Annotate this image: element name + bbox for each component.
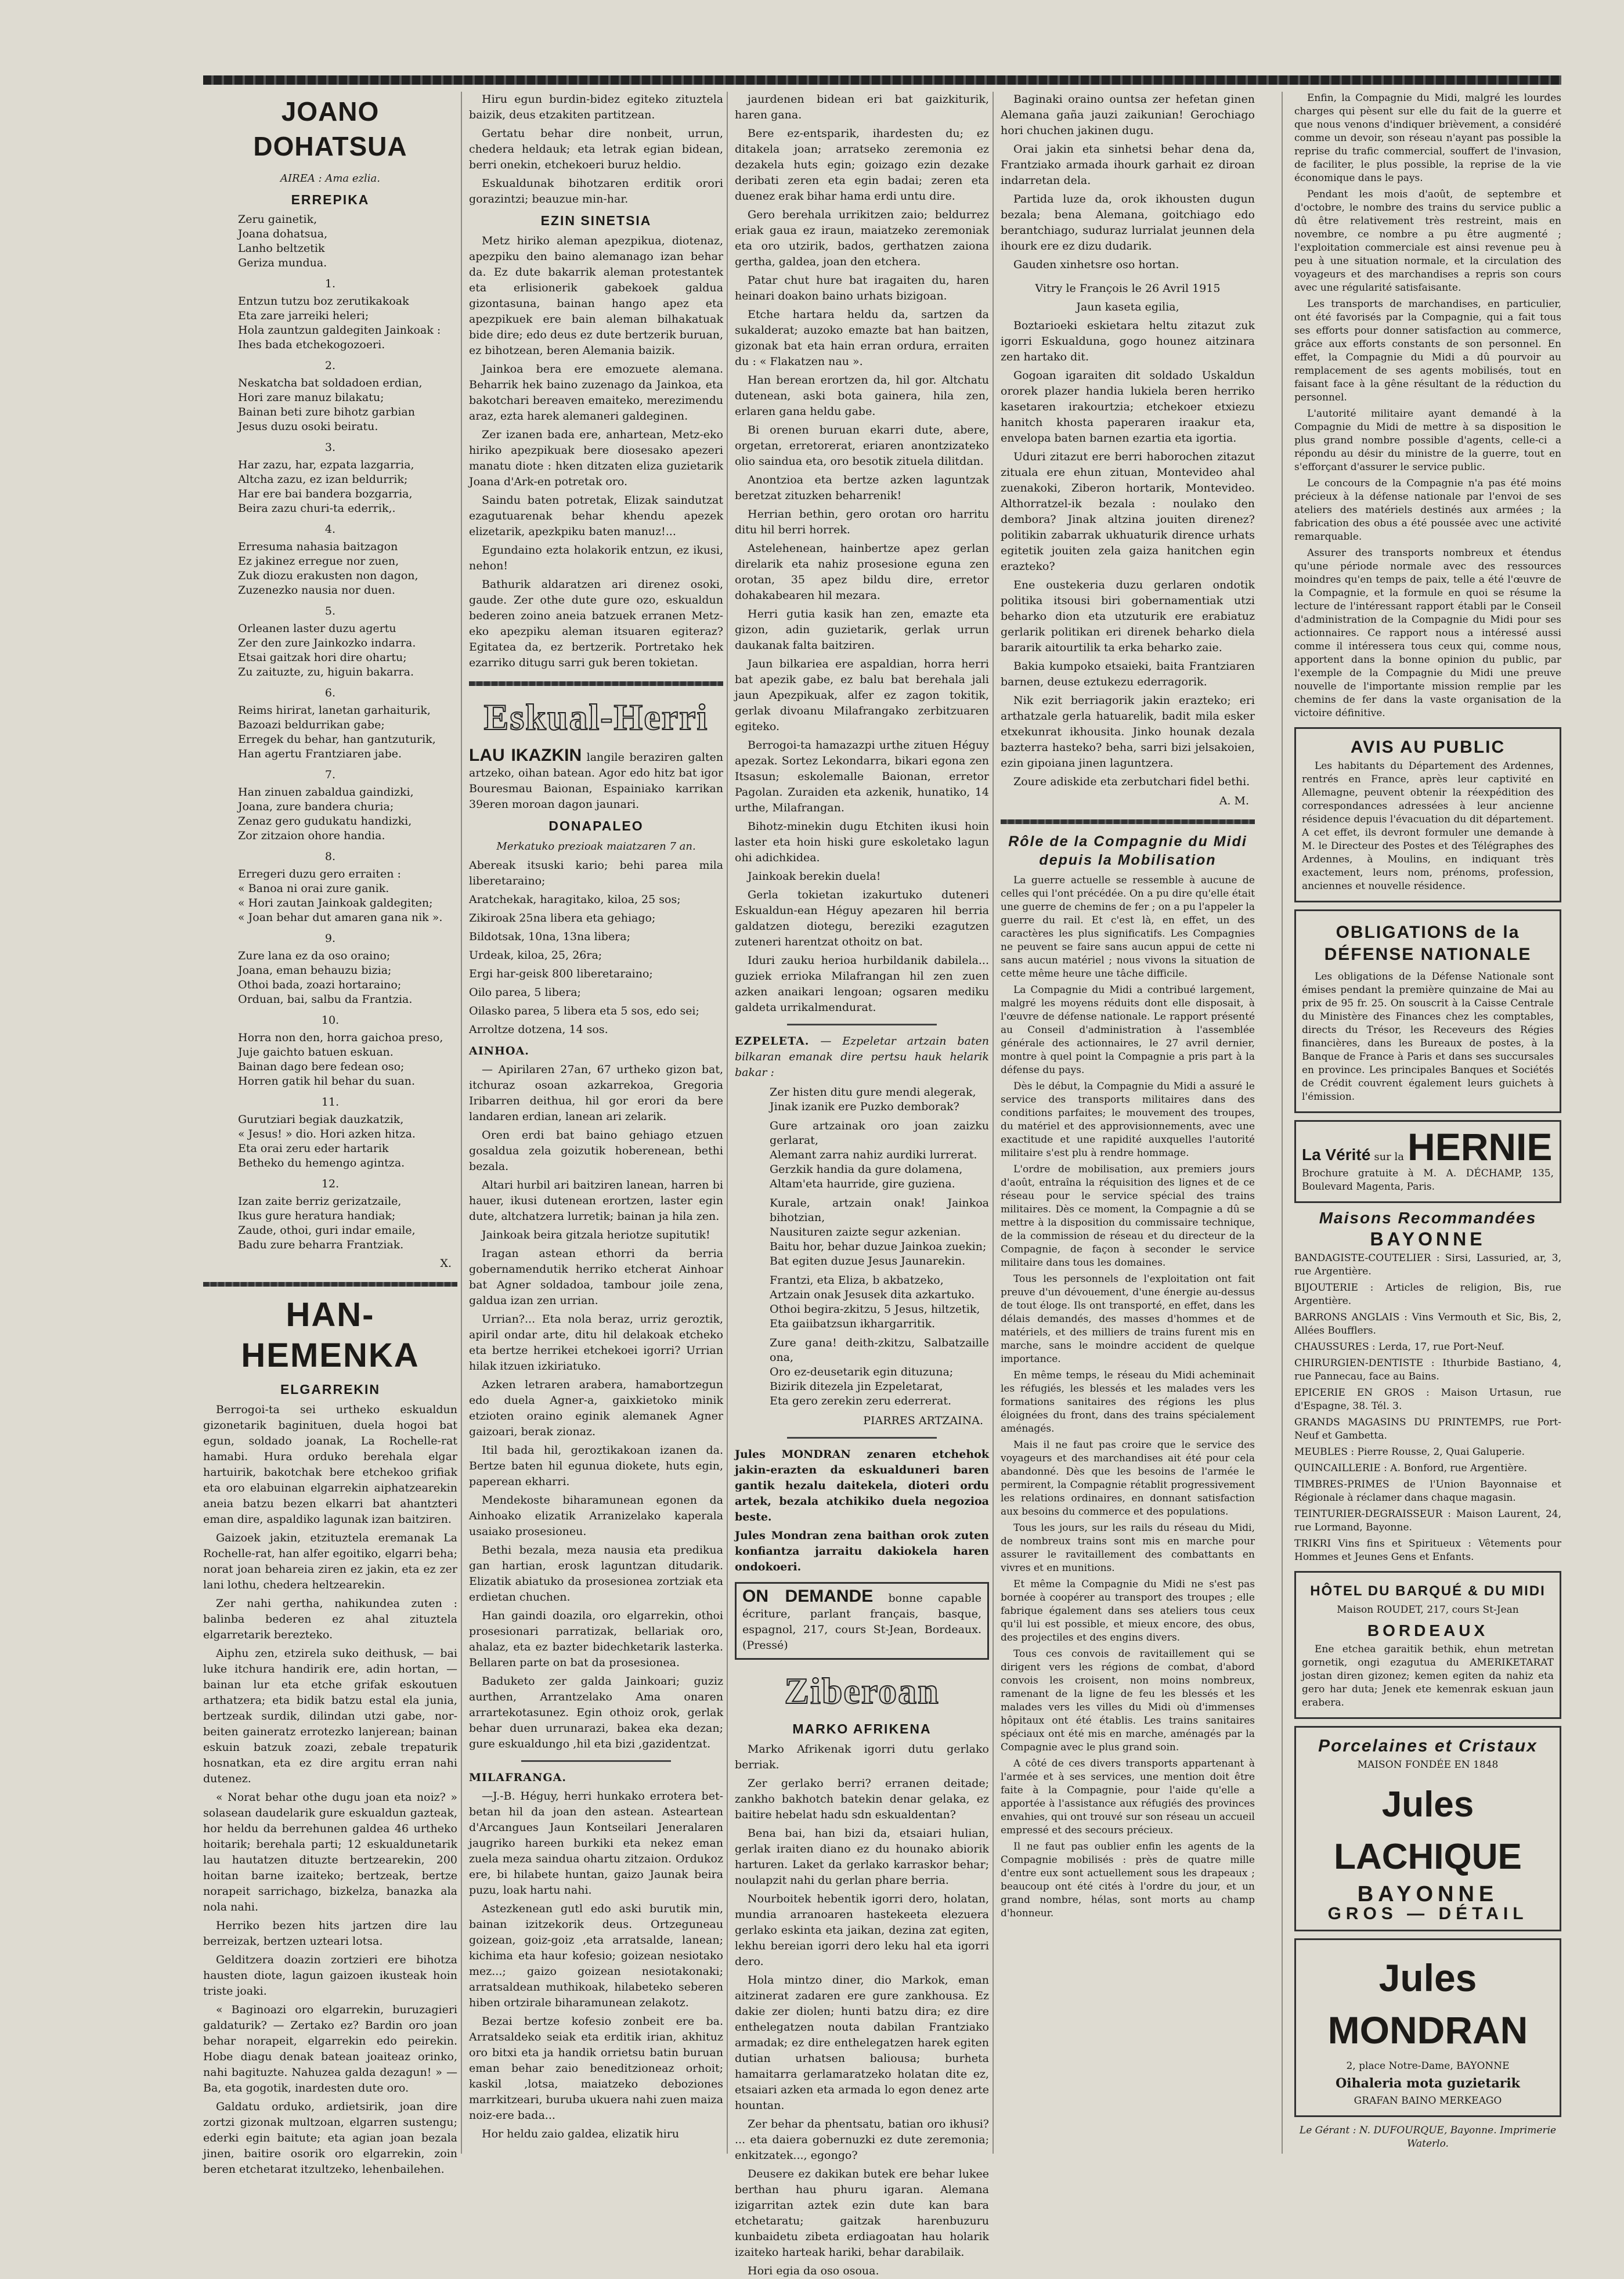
- verse-line: Baitu hor, behar duzue Jainkoa zuekin;: [770, 1240, 987, 1253]
- paragraph: Et même la Compagnie du Midi ne s'est pas bornée à coopérer au transport des troupes ; elle fabrique également dans ses ateliers tous ceux qu'il lui est possible, et mieux encore, des obus, des projectiles et des engins divers.: [1001, 1579, 1255, 1644]
- paragraph: Urrian?... Eta nola beraz, urriz geroztik, apiril ondar arte, ditu hil delakoak etcheko eta bertze herrikei etchekoei igorri? Urrian hilak itzuen izkiriatuko.: [469, 1313, 723, 1373]
- paragraph: CHAUSSURES : Lerda, 17, rue Port-Neuf.: [1294, 1341, 1505, 1353]
- article-title: Rôle de la Compagnie du Midi depuis la Mobilisation: [1008, 833, 1247, 868]
- verse-line: Bat egiten duzue Jesus Jaunarekin.: [770, 1255, 966, 1267]
- verse-line: Orduan, bai, salbu da Frantzia.: [238, 993, 413, 1006]
- verse-line: Bazoazi beldurrikan gabe;: [238, 718, 385, 731]
- verse-line: Zenaz gero gudukatu handizki,: [238, 815, 412, 828]
- verse-line: Zuk diozu erakusten non dagon,: [238, 569, 418, 582]
- ad-lead: LAU IKAZKIN: [469, 746, 582, 765]
- verse-stanza: [735, 1336, 989, 1408]
- place-lead: EZPELETA.: [735, 1035, 810, 1048]
- verse-line: Han agertu Frantziaren jabe.: [238, 747, 402, 760]
- notice-title: OBLIGATIONS de la DÉFENSE NATIONALE: [1324, 923, 1532, 964]
- stanza-number: 1.: [324, 277, 336, 290]
- verse-line: Badu zure beharra Frantziak.: [238, 1238, 404, 1251]
- verse-line: Frantzi, eta Eliza, b akbatzeko,: [770, 1274, 944, 1287]
- article-body: [1001, 874, 1255, 1920]
- article-body: [1294, 92, 1561, 720]
- paragraph: Zer behar da phentsatu, batian oro ikhusi? ... eta daiera gobernuzki ez dute zeremonia; enkitzatek..., egongo?: [735, 2118, 989, 2162]
- paragraph: Abereak itsuski kario; behi parea mila liberetaraino;: [469, 859, 723, 887]
- paragraph: Zoure adiskide eta zerbutchari fidel bethi.: [1013, 775, 1250, 788]
- article-body: [469, 92, 723, 207]
- paragraph: Han berean erortzen da, hil gor. Altchatu dutenean, aski bota gainera, hila zen, erlaren gana heldu gabe.: [735, 374, 989, 418]
- top-rule: [203, 75, 1561, 85]
- verse-line: « Hori zautan Jainkoak galdegiten;: [238, 897, 433, 909]
- verse-line: Eta orai zeru eder hartarik: [238, 1142, 389, 1155]
- verse-line: Betheko du hemengo agintza.: [238, 1157, 405, 1169]
- song-stanzas: [203, 276, 457, 1252]
- paragraph: Altari hurbil ari baitziren lanean, harren bi hauer, ikusi dutenean erortzen, laster egin dute, altchatzera lurretik; bainan ja hila zen.: [469, 1179, 723, 1223]
- paragraph: Baginaki oraino ountsa zer hefetan ginen Alemana gaña jauzi zaikunian! Gerochiago hori chuchen jakinen dugu.: [1001, 93, 1255, 137]
- paragraph: Astelehenean, hainbertze apez gerlan direlarik eta nahiz prosesione eguna zen orotan, 35 apez bildu dire, erretor dohakabearen hil mezara.: [735, 542, 989, 602]
- verse-line: Gure artzainak oro joan zaizku gerlarat,: [770, 1119, 989, 1147]
- paragraph: Tous les jours, sur les rails du réseau du Midi, de nombreux trains sont mis en marche pour assurer le ravitaillement des combattants en vivres et en munitions.: [1001, 1522, 1255, 1574]
- stanza-number: 10.: [321, 1014, 340, 1027]
- paragraph: TEINTURIER-DEGRAISSEUR : Maison Laurent, 24, rue Lormand, Bayonne.: [1294, 1508, 1561, 1533]
- ad-text: MAISON FONDÉE EN 1848: [1357, 1759, 1499, 1771]
- column-2: [469, 92, 723, 2154]
- column-divider: [727, 92, 728, 2154]
- verse-line: Bainan beti zure bihotz garbian: [238, 406, 415, 418]
- verse-line: Joana dohatsua,: [238, 227, 328, 240]
- directory-list: [1294, 1252, 1561, 1564]
- intro-text: — Ezpeletar artzain baten bilkaran emanak dire pertsu hauk helarik bakar :: [735, 1035, 989, 1079]
- paragraph: Deusere ez dakikan butek ere behar lukee berthan hau phuru igaran. Alemana izigarritan aztek ezin dute kan bara etchetaratu; gaitzak harenbuzuru kunbaidetu zibeta erdiagoatan hau holarik izaiteko harteak hariki, behar darabilaik.: [735, 2168, 989, 2259]
- paragraph: Boztarioeki eskietara heltu zitazut zuk igorri Eskualduna, gogo hounez aitzinara zen hartako dit.: [1001, 319, 1255, 363]
- divider: [787, 1437, 937, 1439]
- paragraph: Herriko bezen hits jartzen dire lau berreizak, bertzen uzteari lotsa.: [203, 1919, 457, 1948]
- paragraph: Etche hartara heldu da, sartzen da sukalderat; auzoko emazte bat han baitzen, gizonak bat eta hain erran ordura, erraiten du : « Flakatzen nau ».: [735, 308, 989, 368]
- verse-line: Zure lana ez da oso oraino;: [238, 949, 391, 962]
- column-1: [203, 92, 457, 2176]
- verse-line: Neskatcha bat soldadoen erdian,: [238, 377, 423, 389]
- verse-line: Othoi bada, zoazi hortaraino;: [238, 978, 402, 991]
- paragraph: Jainkoa bera ere emozuete alemana. Beharrik hek baino zuzenago da Jainkoa, eta bakotchari bereaven emaiteko, merezimendu araz, ezta harek alemaneri galdeginen.: [469, 363, 723, 422]
- paragraph: Bezai bertze kofesio zonbeit ere ba. Arratsaldeko seiak eta erditik irian, akhituz oro bitxi eta ja handik orrietsu batin buruan eman behar zaio beneditzioneaz orhoit; kaskil ,lotsa, maiatzeko deboziones marrkitzeari, buruba ukuera nahi zuen maiza noiz-ere bada...: [469, 2015, 723, 2122]
- paragraph: L'autorité militaire ayant demandé à la Compagnie du Midi de mettre à sa disposition le plus grand nombre possible d'agents, celle-ci a répondu au désir du ministre de la guerre, tout en s'efforçant d'assurer le service public.: [1294, 408, 1561, 473]
- verse-line: Ihes bada etchekogozoeri.: [238, 338, 385, 351]
- ad-text: langile beraziren galten artzeko, oihan batean. Agor edo hitz bat igor Bouresmau Baionan, Espainiako karrikan 39eren moroan dagon jaunari.: [469, 751, 724, 811]
- paragraph: « Baginoazi oro elgarrekin, buruzagieri galdaturik? — Zertako ez? Bardin oro joan behar norapeit, elgarrekin edo peirekin. Hobe diagu denak batean joaiteaz orinko, nahi bagituzte. Nahuzea galda dezagun! » — Ba, eta gogotik, inardesten dute oro.: [203, 2003, 457, 2094]
- paragraph: Hola mintzo diner, dio Markok, eman aitzinerat zadaren ere gure zankhousa. Ez dakie zer diolen; hunti batzu dira; ez dire enthelegatzen nouta dabilan Frantziako armadak; ez dire enthelegatzen harek egiten dutian urhatsen baliousa; burheta hamaitarra gerlamaratzeko holatan dite ez, etsaiari azken eta armada lo egon denez arte hountan.: [735, 1974, 989, 2112]
- verse-line: Bizirik ditezela jin Ezpeletarat,: [770, 1380, 943, 1393]
- paragraph: Herri gutia kasik han zen, emazte eta gizon, adin guzietarik, gerlak urrun daukanak falta baitziren.: [735, 608, 989, 652]
- paragraph: Bethi bezala, meza nausia eta predikua gan hartian, erosk laguntzan ditudarik. Elizatik abiatuko da prosesionea zortziak eta erdietan chuchen.: [469, 1544, 723, 1603]
- paragraph: Bathurik aldaratzen ari direnez osoki, gaude. Zer othe dute gure ozo, eskualdun bederen zoino aneia batzuek erranen Metz-eko apezpiku aleman itsuaren egiteraz? Egitatea da, ez bertzerik. Portretako hek ezarriko ditugu sarri guk beren tokietan.: [469, 578, 723, 669]
- paragraph: Anontzioa eta bertze azken laguntzak beretzat zituzken beharrenik!: [735, 474, 989, 502]
- verse-line: Nausituren zaizte segur azkenian.: [770, 1226, 961, 1238]
- paragraph: BANDAGISTE-COUTELIER : Sirsi, Lassuried, ar, 3, rue Argentière.: [1294, 1252, 1561, 1277]
- paragraph: Metz hiriko aleman apezpikua, diotenaz, apezpiku den baino alemanago izan behar da. Ez dute bakarrik aleman protestantek eta erlisionerik gabekoek galdua gizontasuna, bainan hango apez eta apezpikuek ere bain aleman bilhakatuak bide dire; edo deus ez dute bertzerik buruan, ez bihotzean, beren Alemania baizik.: [469, 234, 723, 357]
- ad-lead: La Vérité: [1302, 1146, 1371, 1164]
- verse-line: Artzain onak Jesusek dita azkartuko.: [770, 1288, 975, 1301]
- verse-line: « Banoa ni orai zure ganik.: [238, 882, 389, 895]
- paragraph: Mais il ne faut pas croire que le service des voyageurs et des marchandises ait été pour cela abandonné. Dès que les besoins de l'armée le permirent, la Compagnie rétablit progressivement les relations ordinaires, en donnant satisfaction aux besoins du commerce et des populations.: [1001, 1439, 1255, 1518]
- paragraph: Nik ezit berriagorik jakin erazteko; eri arthatzale gerla hatuarelik, badit mila esker etxekunrat ikhousita. Jinko hounak dezala bazterra hasteko? beha, sarri bizi jelsakoien, ezin gipoiana jinen laguntzera.: [1001, 694, 1255, 770]
- verse-line: Beira zazu churi-ta ederrik,.: [238, 502, 396, 515]
- paragraph: Pendant les mois d'août, de septembre et d'octobre, le nombre des trains du service public a dû être relativement très restreint, mais en novembre, ce nombre a pu être augmenté ; l'exploitation commerciale est ainsi revenue peu à peu à une situation normale, et la circulation des voyageurs et des marchandises a repris son cours avec une régularité satisfaisante.: [1294, 189, 1561, 294]
- ad-text: Ene etchea garaitik bethik, ehun metretan gornetik, ongi ezagutua du AMERIKETARAT jostan diren gizonez; kemen egiten da nahiz eta gero har duta; Jenek ete kemenrak eskuan jaun erabera.: [1302, 1644, 1554, 1709]
- subsection-title: MARKO AFRIKENA: [792, 1721, 932, 1736]
- verse-line: Zor zitzaion ohore handia.: [238, 829, 385, 842]
- ad-text: Oihaleria mota guzietarik: [1336, 2076, 1520, 2091]
- paragraph: TIMBRES-PRIMES de l'Union Bayonnaise et Régionale à réclamer dans chaque magasin.: [1294, 1479, 1561, 1504]
- verse-line: Orleanen laster duzu agertu: [238, 622, 396, 635]
- paragraph: Gogoan igaraiten dit soldado Uskaldun ororek plazer handia lukiela beren herriko kasetaren irakourtzia; etchekoer etxiezu hanitch khosta paperaren iraakur eta, envelopa baten barnen ezartia eta igortia.: [1001, 369, 1255, 445]
- letter-body: [1001, 318, 1255, 790]
- stanza-number: 8.: [324, 850, 336, 863]
- paragraph: Baduketo zer galda Jainkoari; guziz aurthen, Arrantzelako Ama onaren arrartekotasunez. Egin othoiz orok, gerlak behar duen urrunarazi, bakea eka dezan; gure eskualdungo ,hil eta bizi ,gazidentzat.: [469, 1675, 723, 1750]
- paragraph: —J.-B. Héguy, herri hunkako errotera bet-betan hil da joan den astean. Asteartean d'Arcangues Jaun Kontseilari Jeneralaren jaugriko hareen burkiki eta nekez eman zuela meza saindua ohartu zitzaion. Ordukoz ere, bi hilabete huntan, gaizo Jaunak beira puzu, loak hartu nahi.: [469, 1790, 723, 1897]
- signature: PIARRES ARTZAINA.: [863, 1414, 983, 1427]
- ad-name: Jules LACHIQUE: [1334, 1785, 1522, 1877]
- paragraph: Herrian bethin, gero orotan oro harritu ditu hil berri horrek.: [735, 508, 989, 536]
- verse-line: Jinak izanik ere Puzko demborak?: [770, 1100, 959, 1113]
- paragraph: Oren erdi bat baino gehiago etzuen gosaldua zela goizutik hoberenean, bethi bezala.: [469, 1129, 723, 1173]
- mondran-ad: [1294, 1938, 1561, 2117]
- section-rule: [1001, 819, 1255, 824]
- stanza-number: 4.: [324, 523, 336, 536]
- refrain-title: ERREPIKA: [291, 192, 370, 207]
- paragraph: Le concours de la Compagnie n'a pas été moins précieux à la défense nationale par l'envoi de ses ateliers des matériels destinés aux armées ; la fabrication des obus a été poussée avec une activité remarquable.: [1294, 478, 1561, 543]
- verse-line: Horren gatik hil behar du suan.: [238, 1075, 416, 1088]
- divider: [521, 1760, 671, 1762]
- paragraph: Ergi har-geisk 800 liberetaraino;: [469, 967, 653, 980]
- verse-line: Ikus gure heratura handiak;: [238, 1209, 396, 1222]
- verse-line: Izan zaite berriz gerizatzaile,: [238, 1195, 402, 1208]
- paragraph: Aiphu zen, etzirela suko deithusk, — bai luke itchura handirik ere, adin hortan, — bainan lur eta etche grifak eskoutuen arthatzera; eta bidik batzu estal ela junia, bertzeak surdik, dilindan utzi gabe, nor-beiten gaineratz errotezko lanjerean; bainan eskuin batzuk zoazi, zebale trepaturik hosnatkan, eta ez dire argitu erran nahi dutenez.: [203, 1647, 457, 1785]
- ad-city: BAYONNE: [1357, 1882, 1499, 1906]
- verse-line: Zuzenezko nausia nor duen.: [238, 584, 395, 597]
- air-note: AIREA : Ama ezlia.: [280, 172, 380, 185]
- paragraph: Patar chut hure bat iragaiten du, haren heinari doakon baino urhats bizigoan.: [735, 274, 989, 302]
- notice-box: [1294, 727, 1561, 902]
- paragraph: Hor heldu zaio galdea, elizatik hiru: [482, 2128, 680, 2140]
- article-body: [735, 92, 989, 1016]
- ad-title: HERNIE: [1408, 1125, 1553, 1168]
- notice-title: AVIS AU PUBLIC: [1350, 738, 1506, 757]
- paragraph: Orai jakin eta sinhetsi behar dena da, Frantziako armada ihourk garhait ez diroan indarretan dela.: [1001, 143, 1255, 187]
- stanza-number: 2.: [324, 359, 336, 372]
- paragraph: A côté de ces divers transports appartenant à l'armée et à ses services, une mention doit être faite à la Compagnie, pour l'aide qu'elle a apportée à l'assistance aux réfugiés des provinces envahies, qui ont trouvé sur son réseau un accueil empressé et des secours précieux.: [1001, 1758, 1255, 1836]
- ad-text: GROS — DÉTAIL: [1327, 1904, 1528, 1923]
- notice-box: [1294, 909, 1561, 1113]
- verse-line: Har zazu, har, ezpata lazgarria,: [238, 458, 414, 471]
- ad-city: BORDEAUX: [1367, 1621, 1489, 1639]
- lachique-ad: [1294, 1726, 1561, 1931]
- verse-line: Zer den zure Jainkozko indarra.: [238, 637, 416, 649]
- paragraph: Bildotsak, 10na, 13na libera;: [469, 930, 630, 943]
- paragraph: Itil bada hil, geroztikakoan izanen da. Bertze baten hil egunua diokete, huts egin, paperean ekharri.: [469, 1444, 723, 1488]
- paragraph: Ene oustekeria duzu gerlaren ondotik politika itsousi biri gobernamentiak utzi beharko dion eta utzuturik ere erabiatuz gerlarik politikan eri direnek beharko diela bararik aitourtilik ta erka beharko zaie.: [1001, 579, 1255, 654]
- market-subtitle: Merkatuko prezioak maiatzaren 7 an.: [496, 840, 696, 853]
- place-lead: MILAFRANGA.: [469, 1771, 566, 1784]
- paragraph: Jaun bilkariea ere aspaldian, horra herri bat apezik gabe, ez balu bat berehala jali jaun Apezpikuak, alfer ez zagon tokitik, gerlak divoanu Milafrangako zerbitzuaren egiteko.: [735, 658, 989, 733]
- paragraph: Zer gerlako berri? erranen deitade; zankho bakhotch batekin denar gelaka, ez baitire hebelat hadu sdn eskualdentan?: [735, 1777, 989, 1821]
- verse-line: Zure gana! deith-zkitzu, Salbatzaille ona,: [770, 1337, 989, 1364]
- verse-line: Altam'eta haurride, gire guziena.: [770, 1178, 955, 1190]
- verse-line: Zeru gainetik,: [238, 213, 317, 226]
- paragraph: Nourboitek hebentik igorri dero, holatan, mundia arranoaren hastekeeta elezuera gerlako eskinta eta jaikan, dezina zat egiten, lekhu bereian igorri dero leku hal eta igorri dero.: [735, 1892, 989, 1968]
- paragraph: Marko Afrikenak igorri dutu gerlako berriak.: [735, 1743, 989, 1771]
- paragraph: Hori egia da oso osoua.: [748, 2264, 879, 2277]
- verse-line: Erregek du behar, han gantzuturik,: [238, 733, 436, 746]
- article-body: [1001, 92, 1255, 273]
- paragraph: Gauden xinhetsre oso hortan.: [1013, 258, 1179, 271]
- paragraph: Oilo parea, 5 libera;: [469, 986, 581, 999]
- paragraph: La guerre actuelle se ressemble à aucune de celles qui l'ont précédée. On a pu dire qu'elle était une guerre de chemins de fer ; on a pu l'appeler la guerre du rail. Et c'est là, en effet, un des caractères les plus significatifs. Les Compagnies ne peuvent se faire sans aucun appui de cette ni sans aucun matériel ; nous vivons la situation de cette même heure une tâche difficile.: [1001, 875, 1255, 980]
- verse-line: Erresuma nahasia baitzagon: [238, 540, 398, 553]
- notice-text: Les habitants du Département des Ardennes, rentrés en France, après leur captivité en Allemagne, peuvent obtenir la réexpédition des correspondances adressées à leur ancienne résidence depuis l'évacuation du dit département. A cet effet, ils devront formuler une demande à M. le Directeur des Postes et des Télégraphes des Ardennes, à Moulins, en indiquant très exactement, leurs nom, prénoms, profession, anciennes et nouvelle résidence.: [1302, 760, 1554, 892]
- verse-stanza: [735, 1273, 989, 1331]
- paragraph: Iragan astean ethorri da berria gobernamendutik herriko etcherat Ainhoar bat Agner soldadoa, tambour joile zena, galdua izan zen urrian.: [469, 1247, 723, 1307]
- place-lead: AINHOA.: [469, 1045, 529, 1057]
- notice-text: Jules MONDRAN zenaren etchehok jakin-erazten da eskualduneri baren gantik hezalu daitekela, dioteri ordu artek, bezala atchikiko duela negozioa beste.: [735, 1448, 989, 1523]
- section-title: HAN-HEMENKA: [241, 1296, 420, 1374]
- paragraph: Zer izanen bada ere, anhartean, Metz-eko hiriko apezpikuak bere diosesako apezeri manatu diote : hken ditzaten eliza guzietarik Joana d'Ark-en potretak oro.: [469, 428, 723, 488]
- column-4: [1001, 92, 1255, 2154]
- stanza-number: 3.: [324, 441, 336, 454]
- paragraph: Zer nahi gertha, nahikundea zuten : balinba bederen ez ahal zituztela elgarretarik berezteko.: [203, 1597, 457, 1641]
- verse-line: Ez jakinez erregue nor zuen,: [238, 555, 399, 568]
- signature: A. M.: [1219, 794, 1249, 807]
- verse-line: Gerzkik handia da gure dolamena,: [770, 1163, 963, 1176]
- paragraph: Bena bai, han bizi da, etsaiari hulian, gerlak iraiten diano ez du hounako abiorik harturen. Laket da gerlako karraskor behar; noulapzit nahi du gerlan phare berria.: [735, 1827, 989, 1887]
- hernie-ad: [1294, 1120, 1561, 1203]
- paragraph: Gelditzera doazin zortzieri ere bihotza hausten diote, lagun gaizoen ikusteak hoin triste joaki.: [203, 1953, 457, 1998]
- verse-stanza: [735, 1085, 989, 1114]
- classified-ad: [735, 1582, 989, 1660]
- paragraph: Gero berehala urrikitzen zaio; beldurrez eriak gaua ez iraun, maiatzeko zeremoniak eta oro utzirik, bados, gerthatzen zaiona gertha, galdea, joan den etchera.: [735, 208, 989, 268]
- subsection-title: DONAPALEO: [548, 818, 644, 833]
- letter-salute: Jaun kaseta egilia,: [1076, 301, 1179, 313]
- section-rule: [203, 1282, 457, 1287]
- ad-title: ON DEMANDE: [742, 1587, 874, 1606]
- paragraph: Jainkoak berekin duela!: [748, 870, 881, 883]
- paragraph: Galdatu orduko, ardietsirik, joan dire zortzi gizonak multzoan, elgarren sustengu; ederki egin baitute; eta agian joan bezala jinen, baitire osorik oro elgarrekin, zoin beren etchetarat itzultzeko, lehenbailehen.: [203, 2100, 457, 2176]
- subsection-title: ELGARREKIN: [280, 1382, 381, 1397]
- paragraph: Azken letraren arabera, hamabortzegun edo duela Agner-a, gaixkietoko minik etzioten oraino eginik alemanek Agner gaizoari, berak zionaz.: [469, 1378, 723, 1438]
- verse-line: Etsai gaitzak hori dire ohartu;: [238, 651, 407, 664]
- verse-line: Gurutziari begiak dauzkatzik,: [238, 1113, 404, 1126]
- verse-line: Zaude, othoi, guri indar emaile,: [238, 1224, 416, 1237]
- paragraph: BARRONS ANGLAIS : Vins Vermouth et Sic, Bis, 2, Allées Boufflers.: [1294, 1312, 1561, 1337]
- ad-small: sur la: [1374, 1151, 1404, 1163]
- paragraph: Hiru egun burdin-bidez egiteko zituztela baizik, deus etzakiten partitzean.: [469, 93, 723, 121]
- paragraph: Bihotz-minekin dugu Etchiten ikusi hoin laster eta hoin hiski gure eskoletako lagun ohi adichkidea.: [735, 820, 989, 864]
- stanza-number: 9.: [324, 932, 336, 945]
- article-body: [469, 1062, 723, 1752]
- verse-line: Eta gero zerekin zeru ederrerat.: [770, 1395, 952, 1407]
- paragraph: Mendekoste biharamunean egonen da Ainhoako elizatik Arranizelako kaperala usaiako prosesioneu.: [469, 1494, 723, 1538]
- ad-text: 2, place Notre-Dame, BAYONNE: [1346, 2060, 1510, 2072]
- verse-line: Zer histen ditu gure mendi alegerak,: [770, 1086, 976, 1099]
- paragraph: GRANDS MAGASINS DU PRINTEMPS, rue Port-Neuf et Gambetta.: [1294, 1417, 1561, 1442]
- paragraph: Berrogoi-ta sei urtheko eskualdun gizonetarik baginituen, duela hogoi bat egun, soldado joanak, La Rochelle-rat hamabi. Hura orduko berehala elgar hartuirik, bakotchak bere etchekoo grifiak eta oro elabuinan elgarrekin aiphatzearekin aneia batzu bezen elkarri bat ahantzteri eman dire, aspaldiko lagunak izan baitziren.: [203, 1403, 457, 1526]
- verse-line: Hola zauntzun galdegiten Jainkoak :: [238, 324, 441, 337]
- verse-line: Othoi begira-zkitzu, 5 Jesus, hiltzetik,: [770, 1303, 980, 1316]
- paragraph: Berrogoi-ta hamazazpi urthe zituen Héguy apezak. Sortez Lekondarra, bikari egona zen Itsasun; eskolemalle Baionan, erretor Pagolan. Zuraiden eta azkenik, hunatiko, 14 urthe, Milafrangan.: [735, 739, 989, 814]
- verse-line: Oro ez-deusetarik egin dituzuna;: [770, 1366, 954, 1378]
- verse-line: Juje gaichto batuen eskuan.: [238, 1046, 394, 1059]
- paragraph: Aratchekak, haragitako, kiloa, 25 sos;: [469, 893, 681, 906]
- paragraph: Eskualdunak bihotzaren erditik orori gorazintzi; beauzue min-har.: [469, 177, 723, 205]
- paragraph: Gaizoek jakin, etzituztela eremanak La Rochelle-rat, han alfer egoitiko, elgarri beha; norat joan behareia ziren ez jakin, eta ez zer lani lothu, chedera heltzearekin.: [203, 1532, 457, 1591]
- paragraph: QUINCAILLERIE : A. Bonford, rue Argentière.: [1294, 1462, 1528, 1474]
- verse-line: Zu zaituzte, zu, higuin bakarra.: [238, 666, 414, 678]
- ad-text: Maison ROUDET, 217, cours St-Jean: [1337, 1604, 1519, 1616]
- paragraph: Egundaino ezta holakorik entzun, ez ikusi, nehon!: [469, 544, 723, 572]
- article-body: [469, 233, 723, 671]
- notice-text: Jules Mondran zena baithan orok zuten konfiantza jarraitu dakiokela haren ondokoeri.: [735, 1529, 989, 1573]
- stanza-number: 5.: [324, 605, 336, 617]
- ad-title: Porcelaines et Cristaux: [1318, 1736, 1538, 1756]
- gerant-line: Le Gérant : N. DUFOURQUE, Bayonne. Imprimerie Waterlo.: [1299, 2125, 1557, 2150]
- paragraph: Arroltze dotzena, 14 sos.: [469, 1023, 608, 1036]
- verse-line: Eta gaiibatzsun ikhargarritik.: [770, 1317, 936, 1330]
- divider: [787, 1024, 937, 1025]
- verse-line: Alemant zarra nahiz aurdiki lurrerat.: [770, 1148, 977, 1161]
- verse-line: Horra non den, horra gaichoa preso,: [238, 1031, 443, 1044]
- paragraph: Gerla tokietan izakurtuko duteneri Eskualdun-ean Héguy apezaren hil berria galdatzen diotegu, bereziki ezagutzen zuteneri harentzat othoitz on bat.: [735, 889, 989, 948]
- paragraph: EPICERIE EN GROS : Maison Urtasun, rue d'Espagne, 38. Tél. 3.: [1294, 1387, 1561, 1412]
- hotel-ad: [1294, 1571, 1561, 1719]
- directory-city: BAYONNE: [1370, 1229, 1486, 1249]
- paragraph: La Compagnie du Midi a contribué largement, malgré les moyens réduits dont elle disposait, à l'œuvre de défense nationale. Le rapport présenté au Conseil d'administration à l'assemblée générale des actionnaires, le 27 avril dernier, montre à quel point la Compagnie a pris part à la défense du pays.: [1001, 984, 1255, 1076]
- verse-line: Jesus duzu osoki beiratu.: [238, 420, 378, 433]
- section-title: Ziberoan: [784, 1670, 940, 1711]
- ad-text: GRAFAN BAINO MERKEAGO: [1354, 2095, 1502, 2107]
- paragraph: Partida luze da, orok ikhousten dugun bezala; bena Alemana, goitchiago edo berantchiago, suduraz lurrialat jeunnen dela ihourk ere ez dizu dudarik.: [1001, 193, 1255, 252]
- paragraph: MEUBLES : Pierre Rousse, 2, Quai Galuperie.: [1294, 1446, 1525, 1458]
- ad-name: Jules MONDRAN: [1327, 1956, 1528, 2052]
- ad-text: Brochure gratuite à M. A. DÉCHAMP, 135, Boulevard Magenta, Paris.: [1302, 1168, 1554, 1193]
- directory-title: Maisons Recommandées: [1319, 1209, 1537, 1227]
- paragraph: jaurdenen bidean eri bat gaizkiturik, haren gana.: [735, 93, 989, 121]
- paragraph: Oilasko parea, 5 libera eta 5 sos, edo sei;: [469, 1005, 699, 1017]
- paragraph: Dès le début, la Compagnie du Midi a assuré le service des transports militaires dans des conditions parfaites; le mouvement des troupes, du matériel et des approvisionnements, avec une exactitude et une rapidité auxquelles l'autorité militaire s'est plu à rendre hommage.: [1001, 1081, 1255, 1159]
- paragraph: Bakia kumpoko etsaieki, baita Frantziaren barnen, deuse eztukezu ederragorik.: [1001, 660, 1255, 688]
- signature: X.: [440, 1257, 452, 1270]
- verse-line: Joana, zure bandera churia;: [238, 800, 394, 813]
- verse-line: Kurale, artzain onak! Jainkoa bihotzian,: [770, 1197, 989, 1224]
- section-rule: [469, 681, 723, 686]
- verse-line: Hori zare manuz bilakatu;: [238, 391, 384, 404]
- paragraph: Tous ces convois de ravitaillement qui se dirigent vers les régions de combat, d'abord convois les croisent, non moins nombreux, ramenant de la ligne de feu les blessés et les malades vers les villes du Midi où d'immenses hôpitaux ont été établis. Les trains sanitaires spéciaux ont été mis en marche, aménagés par la Compagnie avec le plus grand soin.: [1001, 1648, 1255, 1753]
- paragraph: « Norat behar othe dugu joan eta noiz? » solasean daudelarik gure eskualdun gazteak, hor heldu da berrehunen galdea 46 urtheko hoitarik; berehala parti; 12 eskualdunetarik lau hautatzen dituzte bertzearekin, 200 hoitan barne izaiteko; bertzeak, bertze norapeit sarrichago, bizkelza, banazka ala nola nahi.: [203, 1791, 457, 1913]
- stanza-number: 7.: [324, 768, 336, 781]
- verse-line: Lanho beltzetik: [238, 242, 325, 255]
- verse-line: Joana, eman behauzu bizia;: [238, 964, 392, 977]
- verse-stanza: [735, 1196, 989, 1269]
- paragraph: Bi orenen buruan ekarri dute, abere, orgetan, erretorerat, eriaren anontzizateko olio saindua eta, oro besotik zituela dilitdan.: [735, 424, 989, 468]
- verse-line: « Joan behar dut amaren gana nik ».: [238, 911, 443, 924]
- paragraph: Zikiroak 25na libera eta gehiago;: [469, 912, 656, 924]
- verse-line: Altcha zazu, ez izan beldurrik;: [238, 473, 408, 486]
- column-divider: [461, 92, 462, 2154]
- paragraph: Jainkoak beira gitzala heriotze supitutik!: [482, 1229, 710, 1241]
- ad-title: HÔTEL DU BARQUÉ & DU MIDI: [1310, 1583, 1546, 1599]
- paragraph: Urdeak, kiloa, 25, 26ra;: [469, 949, 602, 962]
- column-3: [735, 92, 989, 2277]
- letter-date: Vitry le François le 26 Avril 1915: [1035, 282, 1221, 295]
- paragraph: Astezkenean gutl edo aski burutik min, bainan izitzekorik deus. Ortzeguneau goizean, goiz-goiz ,eta arratsalde, lanean; kichima eta haur kofesio; goizean nesiotako mez...; gaizo goizean nesiotakonaki; arratsaldean muthikoak, hilabeteko seberen hiben ortzirale biharamunean zelakotz.: [469, 1902, 723, 2009]
- column-divider: [993, 92, 994, 2154]
- paragraph: En même temps, le réseau du Midi acheminait les réfugiés, les blessés et les malades vers les formations sanitaires des régions les plus éloignées du front, dans des trains spécialement aménagés.: [1001, 1370, 1255, 1435]
- poem-verses: [735, 1085, 989, 1408]
- section-title: Eskual-Herri: [483, 696, 709, 738]
- paragraph: Uduri zitazut ere berri haborochen zitazut zituala ere ehun zituan, Montevideo ahal zuenakoki, Ziberon hortarik, Montevideo. Althorratzel-ik bezala : noulako den dembora? Jinak altzina jouiten direnez? politikin zabarrak ukhuaturik dirence urhats egitetik jouiten zela gaiza hanitchen egin erazteko?: [1001, 450, 1255, 573]
- price-list: [469, 858, 723, 1038]
- verse-line: Erregeri duzu gero erraiten :: [238, 868, 401, 880]
- verse-line: « Jesus! » dio. Hori azken hitza.: [238, 1128, 416, 1140]
- paragraph: Saindu baten potretak, Elizak saindutzat ezagutuarenak behar khendu apezek elizetarik, apezkpiku baten manuz!...: [469, 494, 723, 538]
- stanza-number: 6.: [324, 687, 336, 699]
- verse-line: Bainan dago bere fedean oso;: [238, 1060, 405, 1073]
- paragraph: Tous les personnels de l'exploitation ont fait preuve d'un dévouement, d'une énergie au-dessus de tout éloge. Ils ont transporté, en effet, dans les délais demandés, des masses d'hommes et de matériels, et des milliers de trains furent mis en marche, sans le moindre accident de quelque importance.: [1001, 1273, 1255, 1365]
- paragraph: Enfin, la Compagnie du Midi, malgré les lourdes charges qui pèsent sur elle du fait de la guerre et que nous venons d'indiquer brièvement, a considéré comme un devoir, son réseau n'ayant pas possible la reprise du trafic commercial, souffert de l'invasion, de faciliter, le plus possible, la reprise de la vie économique dans le pays.: [1294, 92, 1561, 184]
- paragraph: Les transports de marchandises, en particulier, ont été favorisés par la Compagnie, qui a fait tous ses efforts pour donner satisfaction au commerce, grâce aux efforts constants de son personnel. En effet, la Compagnie du Midi a dû pourvoir au remplacement de ses agents mobilisés, tout en faisant face à la gêne résultant de la réduction du personnel.: [1294, 298, 1561, 403]
- verse-line: Eta zare jarreiki heleri;: [238, 309, 369, 322]
- ad-text: bonne capable écriture, parlant français, basque, espagnol, 217, cours St-Jean, Bordeaux. (Pressé): [742, 1592, 981, 1652]
- stanza-number: 11.: [321, 1096, 340, 1108]
- column-divider: [1282, 92, 1283, 2154]
- column-5: [1294, 92, 1561, 2154]
- article-body: [469, 1789, 723, 2142]
- stanza-number: 12.: [321, 1178, 340, 1190]
- paragraph: CHIRURGIEN-DENTISTE : Ithurbide Bastiano, 4, rue Pannecau, face au Bains.: [1294, 1357, 1561, 1382]
- refrain: [203, 212, 457, 270]
- verse-line: Reims hirirat, lanetan garhaiturik,: [238, 704, 431, 717]
- paragraph: Il ne faut pas oublier enfin les agents de la Compagnie mobilisés : près de quatre mille d'entre eux sont actuellement sous les drapeaux ; beaucoup ont été cités à l'ordre du jour, et un grand nombre, hélas, sont morts au champ d'honneur.: [1001, 1841, 1255, 1919]
- paragraph: Gertatu behar dire nonbeit, urrun, chedera heldauk; eta letrak egian bidean, berri onekin, etchekoeri buruz heldio.: [469, 127, 723, 171]
- paragraph: Iduri zauku herioa hurbildanik dabilela... guziek errioka Milafrangan hil zen zuen azken anaikari lengoan; ogsaren mediku galdeta urrikalmendurat.: [735, 954, 989, 1014]
- paragraph: L'ordre de mobilisation, aux premiers jours d'août, entraîna la réquisition des lignes et de ce réseau pour le service spécial des trains militaires. Dès ce moment, la Compagnie a dû se mettre à la disposition du commissaire technique, de la commission de réseau et du directeur de la Compagnie, de façon à seconder le service militaire dans tous les domaines.: [1001, 1164, 1255, 1269]
- paragraph: Han gaindi doazila, oro elgarrekin, othoi prosesionari parratizak, bellariak oro, ahalaz, eta ez bazter bidechketarik lasterka. Bellaren parte on bat da prosesionea.: [469, 1609, 723, 1669]
- article-title: JOANO DOHATSUA: [253, 96, 407, 161]
- paragraph: — Apirilaren 27an, 67 urtheko gizon bat, itchuraz osoan azkarrekoa, Gregoria Iribarren deithua, hil gor erori da bere landaren erdian, lanean ari zelarik.: [469, 1063, 723, 1123]
- article-body: [735, 1742, 989, 2279]
- subsection-title: EZIN SINETSIA: [540, 213, 652, 228]
- paragraph: Bere ez-entsparik, ihardesten du; ez ditakela joan; arratseko zeremonia ez dezakela huts egin; goizago ezin dezake deribati zeren eta egin badai; zeren eta duenez erak bihar hama erdi untu dire.: [735, 127, 989, 203]
- paragraph: TRIKRI Vins fins et Spiritueux : Vêtements pour Hommes et Jeunes Gens et Enfants.: [1294, 1538, 1561, 1563]
- verse-line: Entzun tutzu boz zerutikakoak: [238, 295, 409, 308]
- article-body: [203, 1402, 457, 2177]
- verse-line: Han zinuen zabaldua gaindizki,: [238, 786, 414, 799]
- notice-text: Les obligations de la Défense Nationale sont émises pendant la première quinzaine de Mai au prix de 95 fr. 25. On souscrit à la Caisse Centrale du Ministère des Finances chez les comptables, directs du Trésor, les Receveurs des Régies financières, dans les Bureaux de postes, à la Banque de France à Paris et dans ses succursales en province. Les principales Banques et Sociétés de Crédit couvrent également leurs guichets à l'émission.: [1302, 971, 1554, 1103]
- verse-stanza: [735, 1119, 989, 1191]
- paragraph: BIJOUTERIE : Articles de religion, Bis, rue Argentière.: [1294, 1282, 1561, 1307]
- verse-line: Geriza mundua.: [238, 257, 327, 269]
- paragraph: Assurer des transports nombreux et étendus qu'une période normale avec des ressources moindres qu'en temps de paix, telle a été l'œuvre de la Compagnie, et la formule en quoi se résume la lecture de l'intéressant rapport établi par le Conseil d'administration de la Compagnie du Midi pour ses actionnaires. Ce rapport nous a intéressé aussi comme il intéressera tous ceux qui, comme nous, apportent dans la bonne opinion du public, par l'exemple de la Compagnie du Midi une preuve nouvelle de l'importante mission remplie par les chemins de fer dans la vaste organisation de la victoire définitive.: [1294, 547, 1561, 719]
- verse-line: Har ere bai bandera bozgarria,: [238, 487, 413, 500]
